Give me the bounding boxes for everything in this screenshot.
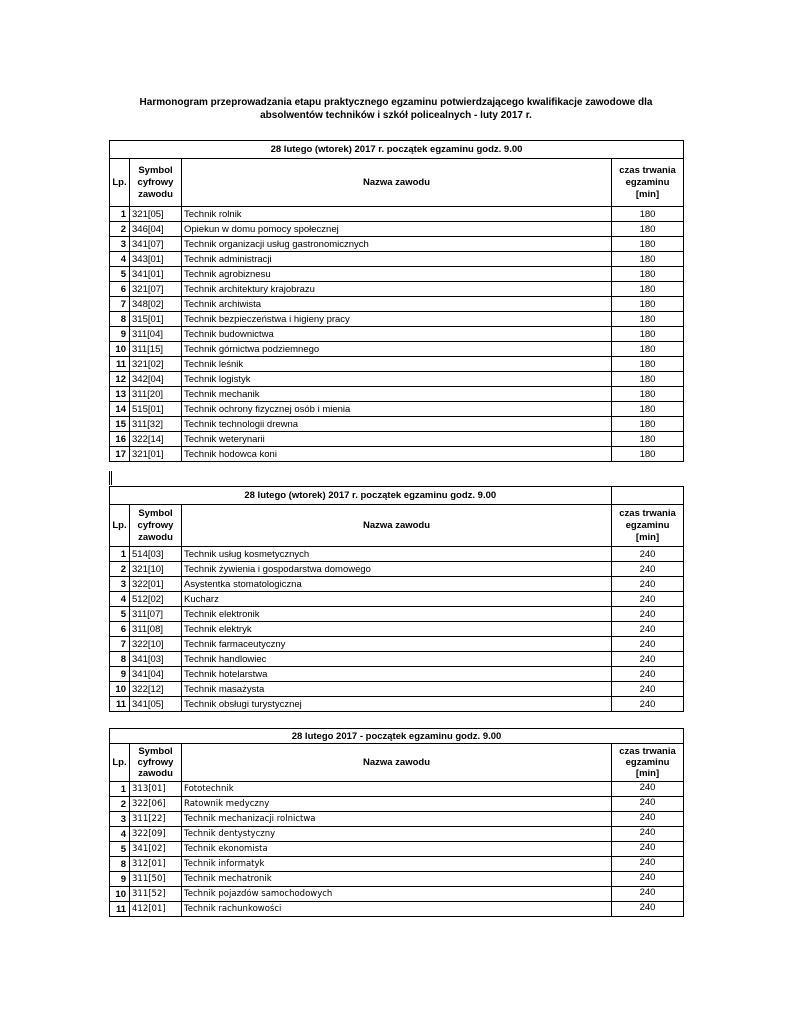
occupation-code: 512[02]	[130, 592, 182, 607]
table-row	[110, 402, 684, 417]
row-number: 2	[110, 797, 130, 812]
exam-duration: 180	[612, 312, 684, 327]
occupation-code: 313[01]	[130, 782, 182, 797]
exam-duration: 240	[612, 592, 684, 607]
row-number: 2	[110, 562, 130, 577]
row-number: 7	[110, 297, 130, 312]
occupation-code: 311[22]	[130, 812, 182, 827]
occupation-code: 322[14]	[130, 432, 182, 447]
occupation-code: 321[07]	[130, 282, 182, 297]
column-header-symbol: Symbol cyfrowy zawodu	[130, 744, 182, 782]
table-title: 28 lutego (wtorek) 2017 r. początek egzaminu godz. 9.00	[110, 141, 684, 159]
table-gap-row	[109, 471, 683, 485]
schedule-table-3	[109, 728, 684, 917]
exam-duration: 240	[612, 577, 684, 592]
occupation-code: 315[01]	[130, 312, 182, 327]
table-row	[110, 237, 684, 252]
row-number: 6	[110, 622, 130, 637]
exam-duration: 180	[612, 447, 684, 462]
table-row	[110, 447, 684, 462]
table-row	[110, 252, 684, 267]
exam-duration: 240	[612, 682, 684, 697]
occupation-name: Technik bezpieczeństwa i higieny pracy	[182, 312, 612, 327]
occupation-code: 321[10]	[130, 562, 182, 577]
exam-duration: 180	[612, 282, 684, 297]
occupation-code: 311[07]	[130, 607, 182, 622]
occupation-name: Technik hodowca koni	[182, 447, 612, 462]
column-header-duration: czas trwania egzaminu [min]	[612, 744, 684, 782]
table-row	[110, 842, 684, 857]
exam-duration: 240	[612, 857, 684, 872]
table-row	[110, 417, 684, 432]
exam-duration: 180	[612, 387, 684, 402]
exam-duration: 240	[612, 887, 684, 902]
occupation-name: Technik elektryk	[182, 622, 612, 637]
row-number: 9	[110, 872, 130, 887]
table-row	[110, 857, 684, 872]
document-title-line-2: absolwentów techników i szkół policealnych - luty 2017 r.	[260, 110, 532, 121]
occupation-code: 341[01]	[130, 267, 182, 282]
occupation-code: 343[01]	[130, 252, 182, 267]
occupation-code: 515[01]	[130, 402, 182, 417]
occupation-name: Technik informatyk	[182, 857, 612, 872]
occupation-code: 341[05]	[130, 697, 182, 712]
occupation-name: Technik farmaceutyczny	[182, 637, 612, 652]
exam-duration: 240	[612, 812, 684, 827]
occupation-code: 322[10]	[130, 637, 182, 652]
exam-duration: 180	[612, 207, 684, 222]
document-title-line-1: Harmonogram przeprowadzania etapu praktycznego egzaminu potwierdzającego kwalifikacje zawodowe dla	[139, 97, 653, 108]
table-row	[110, 267, 684, 282]
occupation-name: Technik elektronik	[182, 607, 612, 622]
occupation-name: Technik agrobiznesu	[182, 267, 612, 282]
table-body	[110, 782, 684, 917]
occupation-name: Technik logistyk	[182, 372, 612, 387]
occupation-code: 341[03]	[130, 652, 182, 667]
occupation-name: Opiekun w domu pomocy społecznej	[182, 222, 612, 237]
occupation-name: Kucharz	[182, 592, 612, 607]
table-row	[110, 782, 684, 797]
column-header-symbol: Symbol cyfrowy zawodu	[130, 505, 182, 547]
table-row	[110, 312, 684, 327]
occupation-code: 311[15]	[130, 342, 182, 357]
row-number: 16	[110, 432, 130, 447]
column-header-name: Nazwa zawodu	[182, 505, 612, 547]
column-header-symbol: Symbol cyfrowy zawodu	[130, 159, 182, 207]
occupation-name: Asystentka stomatologiczna	[182, 577, 612, 592]
occupation-name: Technik masażysta	[182, 682, 612, 697]
table-row	[110, 547, 684, 562]
occupation-code: 311[04]	[130, 327, 182, 342]
occupation-code: 312[01]	[130, 857, 182, 872]
exam-duration: 180	[612, 327, 684, 342]
table-row	[110, 357, 684, 372]
occupation-name: Technik górnictwa podziemnego	[182, 342, 612, 357]
column-header-name: Nazwa zawodu	[182, 744, 612, 782]
table-row	[110, 282, 684, 297]
row-number: 11	[110, 357, 130, 372]
occupation-code: 321[02]	[130, 357, 182, 372]
exam-duration: 240	[612, 562, 684, 577]
table-row	[110, 432, 684, 447]
exam-duration: 240	[612, 622, 684, 637]
occupation-name: Technik mechatronik	[182, 872, 612, 887]
row-number: 10	[110, 887, 130, 902]
table-row	[110, 667, 684, 682]
row-number: 6	[110, 282, 130, 297]
occupation-code: 342[04]	[130, 372, 182, 387]
occupation-name: Technik organizacji usług gastronomicznych	[182, 237, 612, 252]
table-row	[110, 652, 684, 667]
table-row	[110, 222, 684, 237]
exam-duration: 180	[612, 417, 684, 432]
column-header-duration: czas trwania egzaminu [min]	[612, 505, 684, 547]
table-row	[110, 297, 684, 312]
exam-duration: 180	[612, 372, 684, 387]
row-number: 9	[110, 327, 130, 342]
row-number: 14	[110, 402, 130, 417]
occupation-code: 322[01]	[130, 577, 182, 592]
table-row	[110, 697, 684, 712]
column-header-name: Nazwa zawodu	[182, 159, 612, 207]
exam-duration: 240	[612, 607, 684, 622]
schedule-table-1	[109, 140, 684, 462]
table-row	[110, 607, 684, 622]
table-title: 28 lutego (wtorek) 2017 r. początek egzaminu godz. 9.00	[130, 487, 612, 505]
exam-duration: 240	[612, 697, 684, 712]
occupation-code: 311[52]	[130, 887, 182, 902]
column-header-lp: Lp.	[110, 744, 130, 782]
row-number: 8	[110, 312, 130, 327]
row-number: 3	[110, 237, 130, 252]
table-row	[110, 902, 684, 917]
occupation-name: Technik rolnik	[182, 207, 612, 222]
row-number: 1	[110, 782, 130, 797]
row-number: 15	[110, 417, 130, 432]
occupation-name: Technik mechanizacji rolnictwa	[182, 812, 612, 827]
occupation-name: Technik ekonomista	[182, 842, 612, 857]
row-number: 1	[110, 547, 130, 562]
exam-duration: 240	[612, 872, 684, 887]
occupation-name: Ratownik medyczny	[182, 797, 612, 812]
occupation-code: 341[04]	[130, 667, 182, 682]
table-row	[110, 812, 684, 827]
table-row	[110, 577, 684, 592]
exam-duration: 180	[612, 357, 684, 372]
exam-duration: 240	[612, 902, 684, 917]
occupation-code: 321[05]	[130, 207, 182, 222]
occupation-name: Technik administracji	[182, 252, 612, 267]
occupation-name: Technik hotelarstwa	[182, 667, 612, 682]
exam-duration: 180	[612, 252, 684, 267]
row-number: 8	[110, 857, 130, 872]
occupation-name: Technik obsługi turystycznej	[182, 697, 612, 712]
table-row	[110, 207, 684, 222]
occupation-code: 311[20]	[130, 387, 182, 402]
exam-duration: 240	[612, 652, 684, 667]
table-body	[110, 207, 684, 462]
occupation-name: Technik technologii drewna	[182, 417, 612, 432]
occupation-code: 514[03]	[130, 547, 182, 562]
row-number: 12	[110, 372, 130, 387]
occupation-name: Technik dentystyczny	[182, 827, 612, 842]
exam-duration: 180	[612, 237, 684, 252]
occupation-name: Technik usług kosmetycznych	[182, 547, 612, 562]
occupation-code: 348[02]	[130, 297, 182, 312]
row-number: 13	[110, 387, 130, 402]
occupation-name: Technik mechanik	[182, 387, 612, 402]
table-row	[110, 887, 684, 902]
row-number: 5	[110, 607, 130, 622]
table-row	[110, 622, 684, 637]
column-header-duration: czas trwania egzaminu [min]	[612, 159, 684, 207]
occupation-code: 311[08]	[130, 622, 182, 637]
row-number: 9	[110, 667, 130, 682]
occupation-code: 321[01]	[130, 447, 182, 462]
exam-duration: 180	[612, 402, 684, 417]
occupation-name: Technik żywienia i gospodarstwa domowego	[182, 562, 612, 577]
table-row	[110, 682, 684, 697]
occupation-code: 322[06]	[130, 797, 182, 812]
occupation-name: Technik weterynarii	[182, 432, 612, 447]
exam-duration: 240	[612, 782, 684, 797]
exam-duration: 240	[612, 667, 684, 682]
exam-duration: 240	[612, 637, 684, 652]
occupation-code: 412[01]	[130, 902, 182, 917]
table-row	[110, 387, 684, 402]
table-row	[110, 827, 684, 842]
occupation-name: Technik rachunkowości	[182, 902, 612, 917]
exam-duration: 180	[612, 342, 684, 357]
occupation-code: 322[09]	[130, 827, 182, 842]
occupation-name: Fototechnik	[182, 782, 612, 797]
row-number: 1	[110, 207, 130, 222]
row-number: 4	[110, 827, 130, 842]
row-number: 5	[110, 267, 130, 282]
document-title	[110, 96, 682, 122]
occupation-name: Technik pojazdów samochodowych	[182, 887, 612, 902]
column-header-lp: Lp.	[110, 505, 130, 547]
column-header-lp: Lp.	[110, 159, 130, 207]
row-number: 3	[110, 577, 130, 592]
occupation-name: Technik handlowiec	[182, 652, 612, 667]
exam-duration: 180	[612, 432, 684, 447]
table-body	[110, 547, 684, 712]
occupation-name: Technik leśnik	[182, 357, 612, 372]
exam-duration: 240	[612, 827, 684, 842]
row-number: 2	[110, 222, 130, 237]
exam-duration: 240	[612, 842, 684, 857]
table-row	[110, 797, 684, 812]
table-row	[110, 327, 684, 342]
exam-duration: 240	[612, 547, 684, 562]
schedule-table-2	[109, 486, 684, 712]
row-number: 3	[110, 812, 130, 827]
occupation-name: Technik budownictwa	[182, 327, 612, 342]
row-number: 17	[110, 447, 130, 462]
table-title: 28 lutego 2017 - początek egzaminu godz. 9.00	[110, 729, 684, 744]
occupation-name: Technik ochrony fizycznej osób i mienia	[182, 402, 612, 417]
table-row	[110, 872, 684, 887]
occupation-code: 311[32]	[130, 417, 182, 432]
row-number: 5	[110, 842, 130, 857]
occupation-code: 322[12]	[130, 682, 182, 697]
table-row	[110, 637, 684, 652]
occupation-name: Technik architektury krajobrazu	[182, 282, 612, 297]
exam-duration: 180	[612, 297, 684, 312]
row-number: 8	[110, 652, 130, 667]
table-row	[110, 592, 684, 607]
row-number: 11	[110, 697, 130, 712]
row-number: 4	[110, 252, 130, 267]
exam-duration: 240	[612, 797, 684, 812]
row-number: 10	[110, 342, 130, 357]
row-number: 4	[110, 592, 130, 607]
table-row	[110, 372, 684, 387]
row-number: 7	[110, 637, 130, 652]
occupation-name: Technik archiwista	[182, 297, 612, 312]
exam-duration: 180	[612, 222, 684, 237]
occupation-code: 346[04]	[130, 222, 182, 237]
occupation-code: 311[50]	[130, 872, 182, 887]
exam-duration: 180	[612, 267, 684, 282]
occupation-code: 341[02]	[130, 842, 182, 857]
table-row	[110, 562, 684, 577]
table-row	[110, 342, 684, 357]
row-number: 11	[110, 902, 130, 917]
occupation-code: 341[07]	[130, 237, 182, 252]
row-number: 10	[110, 682, 130, 697]
